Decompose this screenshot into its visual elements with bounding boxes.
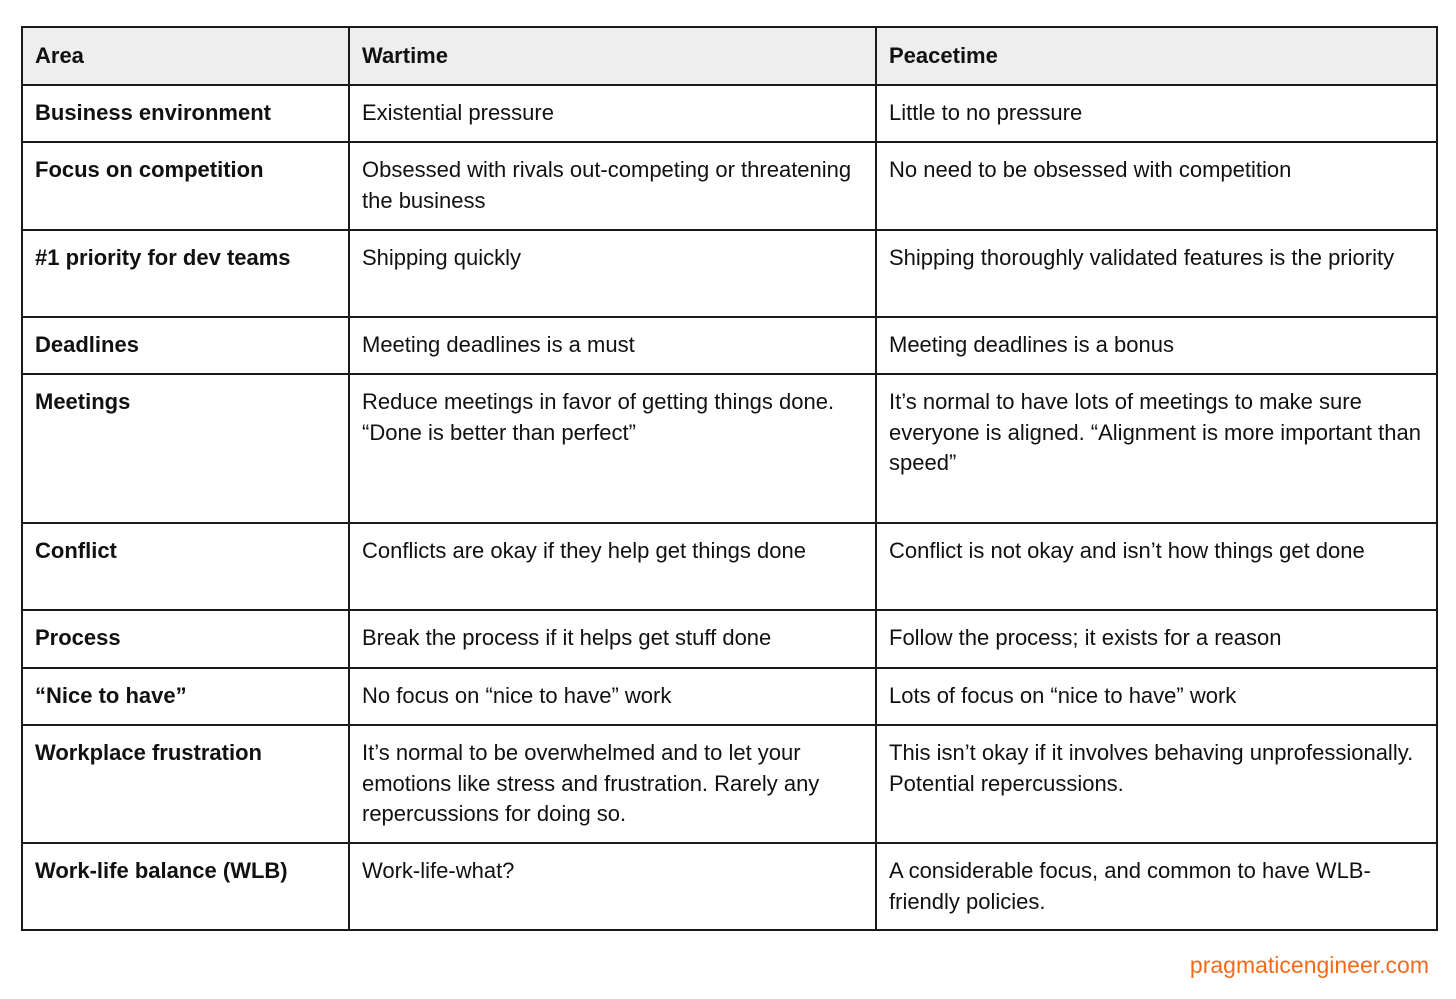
cell-wartime: Shipping quickly [349, 230, 876, 317]
cell-peacetime: Conflict is not okay and isn’t how things get done [876, 523, 1437, 610]
cell-wartime: Reduce meetings in favor of getting things done. “Done is better than perfect” [349, 374, 876, 523]
cell-area: Deadlines [22, 317, 349, 374]
cell-area: Meetings [22, 374, 349, 523]
cell-area: #1 priority for dev teams [22, 230, 349, 317]
table-row [22, 610, 1437, 668]
table-row [22, 374, 1437, 523]
table-row [22, 230, 1437, 317]
cell-area: Focus on competition [22, 142, 349, 230]
table-row [22, 843, 1437, 930]
comparison-table [21, 26, 1438, 931]
cell-wartime: Meeting deadlines is a must [349, 317, 876, 374]
source-credit: pragmaticengineer.com [1189, 952, 1429, 978]
cell-wartime: Work-life-what? [349, 843, 876, 930]
cell-wartime: It’s normal to be overwhelmed and to let your emotions like stress and frustration. Rarely any repercussions for doing so. [349, 725, 876, 843]
cell-wartime: Existential pressure [349, 85, 876, 142]
cell-area: Workplace frustration [22, 725, 349, 843]
table-row [22, 668, 1437, 725]
cell-peacetime: Meeting deadlines is a bonus [876, 317, 1437, 374]
cell-peacetime: Shipping thoroughly validated features is the priority [876, 230, 1437, 317]
cell-area: Business environment [22, 85, 349, 142]
table-row [22, 85, 1437, 142]
table-row [22, 725, 1437, 843]
header-wartime: Wartime [349, 27, 876, 85]
table-row [22, 523, 1437, 610]
table-row [22, 317, 1437, 374]
header-peacetime: Peacetime [876, 27, 1437, 85]
cell-area: Conflict [22, 523, 349, 610]
table-row [22, 142, 1437, 230]
cell-wartime: Break the process if it helps get stuff done [349, 610, 876, 668]
cell-peacetime: Lots of focus on “nice to have” work [876, 668, 1437, 725]
cell-area: “Nice to have” [22, 668, 349, 725]
cell-peacetime: A considerable focus, and common to have WLB-friendly policies. [876, 843, 1437, 930]
cell-area: Work-life balance (WLB) [22, 843, 349, 930]
cell-peacetime: Little to no pressure [876, 85, 1437, 142]
cell-wartime: No focus on “nice to have” work [349, 668, 876, 725]
header-row [22, 27, 1437, 85]
cell-peacetime: Follow the process; it exists for a reason [876, 610, 1437, 668]
cell-area: Process [22, 610, 349, 668]
cell-wartime: Conflicts are okay if they help get things done [349, 523, 876, 610]
header-area: Area [22, 27, 349, 85]
cell-peacetime: This isn’t okay if it involves behaving unprofessionally. Potential repercussions. [876, 725, 1437, 843]
cell-peacetime: No need to be obsessed with competition [876, 142, 1437, 230]
cell-peacetime: It’s normal to have lots of meetings to make sure everyone is aligned. “Alignment is more important than speed” [876, 374, 1437, 523]
cell-wartime: Obsessed with rivals out-competing or threatening the business [349, 142, 876, 230]
